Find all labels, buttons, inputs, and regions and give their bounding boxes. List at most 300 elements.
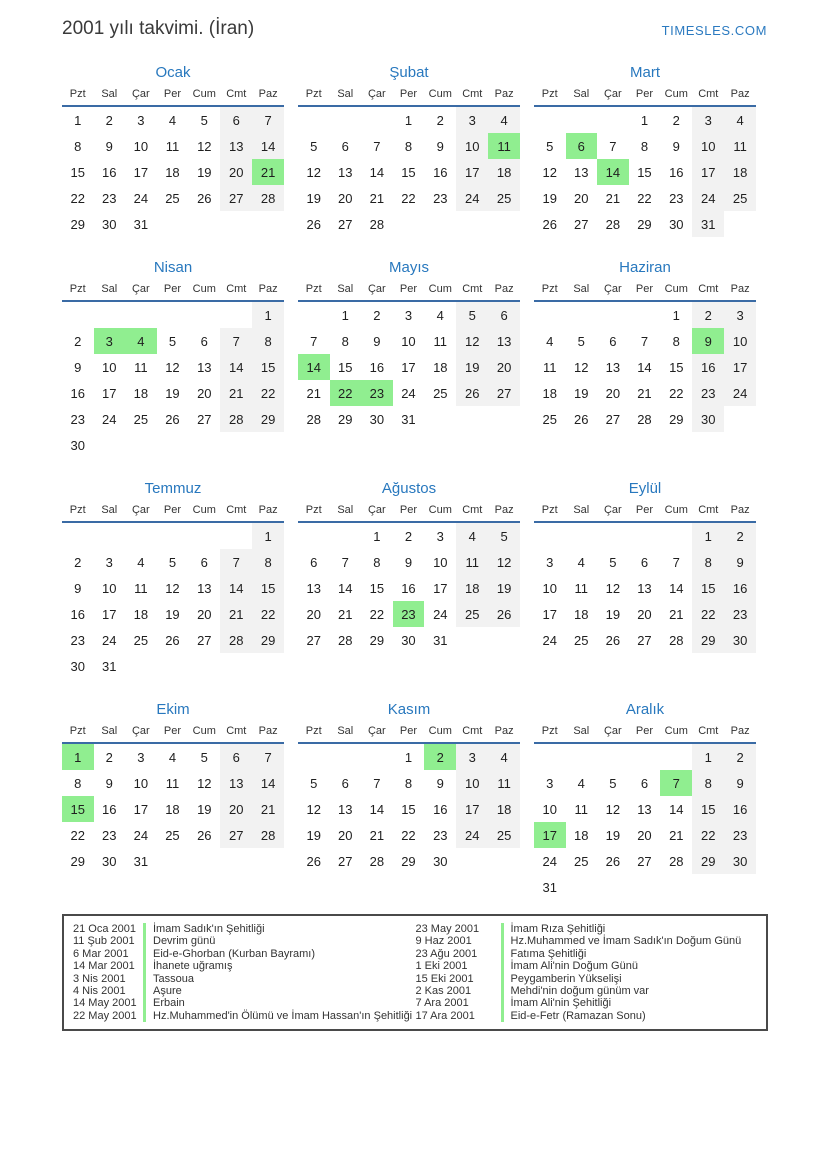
day-cell: 5 [168, 554, 177, 570]
empty-cell [692, 874, 724, 900]
day-cell: 9 [105, 775, 113, 791]
weekday-header: Cmt [692, 502, 724, 522]
day-cell: 11 [574, 580, 589, 596]
week-row [62, 770, 284, 796]
day-cell: 3 [94, 328, 126, 354]
holiday-legend-item [416, 935, 759, 947]
day-cell: 25 [433, 385, 448, 401]
day-cell: 24 [102, 411, 117, 427]
weekday-header: Pzt [534, 86, 566, 106]
day-cell: 19 [306, 827, 321, 843]
empty-cell [188, 522, 220, 549]
day-cell: 5 [310, 775, 318, 791]
day-cell: 26 [542, 216, 557, 232]
weekday-header: Çar [597, 281, 629, 301]
week-row [298, 601, 520, 627]
day-cell: 5 [546, 138, 554, 154]
week-row [62, 848, 284, 874]
empty-cell [566, 522, 598, 549]
day-cell: 19 [165, 606, 180, 622]
week-row [298, 211, 520, 237]
holiday-date: 22 May 2001 [73, 1009, 137, 1022]
day-cell: 7 [672, 554, 680, 570]
day-cell: 3 [546, 775, 554, 791]
week-row [534, 406, 756, 432]
day-cell: 7 [220, 549, 252, 575]
day-cell: 29 [70, 853, 85, 869]
holiday-legend-item [73, 960, 416, 972]
week-row [62, 522, 284, 549]
day-cell: 16 [433, 164, 448, 180]
day-cell: 17 [534, 822, 566, 848]
day-cell: 4 [577, 554, 585, 570]
day-cell: 22 [70, 827, 85, 843]
week-row [298, 133, 520, 159]
day-cell: 22 [330, 380, 362, 406]
empty-cell [629, 522, 661, 549]
week-row [62, 822, 284, 848]
day-cell: 5 [168, 333, 177, 349]
day-cell: 11 [543, 359, 557, 375]
weekday-header: Per [157, 86, 189, 106]
day-cell: 26 [605, 853, 621, 869]
day-cell: 20 [338, 827, 353, 843]
day-cell: 23 [724, 822, 756, 848]
weekday-header: Sal [330, 86, 362, 106]
day-cell: 10 [433, 554, 448, 570]
day-cell: 8 [672, 333, 680, 349]
day-cell: 16 [70, 385, 85, 401]
empty-cell [534, 743, 566, 770]
empty-cell [597, 106, 629, 133]
day-cell: 8 [692, 549, 724, 575]
week-row [298, 406, 520, 432]
holiday-name: İmam Sadık'ın Şehitliği [143, 923, 265, 935]
day-cell: 8 [252, 328, 284, 354]
day-cell: 31 [692, 211, 724, 237]
day-cell: 11 [488, 770, 520, 796]
day-cell: 13 [220, 133, 252, 159]
day-cell: 31 [133, 216, 149, 232]
empty-cell [629, 743, 661, 770]
month-title: Şubat [389, 64, 429, 81]
empty-cell [361, 743, 393, 770]
day-cell: 12 [197, 138, 212, 154]
day-cell: 22 [692, 601, 724, 627]
week-row [62, 211, 284, 237]
day-cell: 11 [456, 549, 488, 575]
weekday-header: Paz [724, 281, 756, 301]
week-row [62, 133, 284, 159]
day-cell: 10 [133, 138, 149, 154]
site-link[interactable]: TIMESLES.COM [661, 23, 767, 38]
day-cell: 4 [546, 333, 554, 349]
day-cell: 31 [433, 632, 448, 648]
day-cell: 5 [456, 301, 488, 328]
day-cell: 9 [436, 775, 444, 791]
day-cell: 9 [74, 359, 82, 375]
day-cell: 2 [105, 112, 113, 128]
day-cell: 3 [546, 554, 554, 570]
month-table [298, 723, 520, 874]
weekday-header: Sal [330, 502, 362, 522]
day-cell: 18 [133, 385, 149, 401]
day-cell: 10 [542, 580, 557, 596]
day-cell: 12 [456, 328, 488, 354]
weekday-header: Cmt [220, 723, 252, 743]
month-eylül [534, 480, 756, 653]
day-cell: 4 [488, 106, 520, 133]
day-cell: 30 [70, 437, 85, 453]
day-cell: 26 [197, 827, 212, 843]
empty-cell [188, 211, 220, 237]
holiday-name: İmam Rıza Şehitliği [501, 923, 606, 935]
month-ağustos [298, 480, 520, 653]
day-cell: 8 [373, 554, 381, 570]
day-cell: 13 [306, 580, 321, 596]
day-cell: 2 [105, 749, 113, 765]
holiday-legend-item [416, 923, 759, 935]
weekday-header: Cum [660, 502, 692, 522]
month-table [62, 723, 284, 874]
empty-cell [252, 653, 284, 679]
month-title: Mayıs [388, 259, 429, 276]
day-cell: 17 [433, 580, 448, 596]
day-cell: 15 [401, 801, 416, 817]
week-row [534, 549, 756, 575]
day-cell: 13 [197, 359, 212, 375]
week-row [298, 575, 520, 601]
day-cell: 9 [404, 554, 413, 570]
weekday-header: Per [393, 281, 425, 301]
empty-cell [125, 653, 157, 679]
weekday-header: Paz [724, 723, 756, 743]
week-row [534, 848, 756, 874]
week-row [534, 770, 756, 796]
day-cell: 9 [74, 580, 82, 596]
day-cell: 27 [488, 380, 520, 406]
day-cell: 8 [692, 770, 724, 796]
day-cell: 21 [637, 385, 652, 401]
holiday-name: İmam Ali'nin Doğum Günü [501, 960, 638, 972]
day-cell: 16 [102, 801, 117, 817]
holiday-name: Hz.Muhammed'in Ölümü ve İmam Hassan'ın Şehitliği [143, 1010, 412, 1022]
weekday-header: Per [157, 723, 189, 743]
day-cell: 9 [105, 138, 113, 154]
day-cell: 19 [542, 190, 557, 206]
day-cell: 6 [341, 138, 349, 154]
day-cell: 23 [361, 380, 393, 406]
day-cell: 30 [724, 848, 756, 874]
day-cell: 25 [488, 822, 520, 848]
day-cell: 3 [137, 112, 145, 128]
day-cell: 30 [102, 853, 117, 869]
week-row [62, 380, 284, 406]
weekday-header: Çar [361, 502, 393, 522]
empty-cell [220, 301, 252, 328]
day-cell: 11 [724, 133, 756, 159]
day-cell: 30 [669, 216, 684, 232]
holiday-legend-item [73, 997, 416, 1009]
weekday-header: Çar [597, 86, 629, 106]
day-cell: 2 [74, 554, 82, 570]
day-cell: 17 [456, 159, 488, 185]
day-cell: 18 [133, 606, 149, 622]
weekday-header: Sal [330, 723, 362, 743]
day-cell: 1 [373, 528, 381, 544]
week-row [298, 185, 520, 211]
holiday-legend-item [73, 923, 416, 935]
day-cell: 27 [605, 411, 621, 427]
day-cell: 6 [609, 333, 617, 349]
day-cell: 30 [70, 658, 85, 674]
day-cell: 13 [338, 801, 353, 817]
day-cell: 27 [220, 822, 252, 848]
holiday-name: İmam Ali'nin Şehitliği [501, 997, 612, 1009]
day-cell: 13 [488, 328, 520, 354]
weekday-header: Cmt [456, 502, 488, 522]
week-row [534, 301, 756, 328]
day-cell: 14 [669, 801, 684, 817]
day-cell: 2 [692, 301, 724, 328]
empty-cell [157, 301, 189, 328]
weekday-header: Per [629, 281, 661, 301]
day-cell: 14 [220, 575, 252, 601]
empty-cell [188, 653, 220, 679]
holiday-name: Erbain [143, 997, 185, 1009]
month-table [534, 502, 756, 653]
day-cell: 26 [306, 853, 321, 869]
weekday-header: Cum [424, 86, 456, 106]
day-cell: 31 [401, 411, 416, 427]
day-cell: 12 [488, 549, 520, 575]
weekday-header: Cmt [456, 86, 488, 106]
holiday-legend-item [416, 985, 759, 997]
day-cell: 28 [369, 216, 385, 232]
day-cell: 28 [220, 627, 252, 653]
day-cell: 28 [306, 411, 321, 427]
weekday-header: Paz [724, 86, 756, 106]
day-cell: 22 [70, 190, 85, 206]
month-title: Kasım [387, 701, 431, 718]
day-cell: 22 [401, 827, 416, 843]
day-cell: 23 [70, 411, 85, 427]
day-cell: 13 [574, 164, 589, 180]
weekday-header: Cum [660, 86, 692, 106]
day-cell: 1 [252, 301, 284, 328]
weekday-header: Per [157, 502, 189, 522]
day-cell: 29 [369, 632, 385, 648]
week-row [298, 522, 520, 549]
day-cell: 16 [70, 606, 85, 622]
day-cell: 11 [433, 333, 448, 349]
day-cell: 26 [574, 411, 589, 427]
day-cell: 14 [298, 354, 330, 380]
holiday-name: Peygamberin Yükselişi [501, 973, 622, 985]
day-cell: 30 [433, 853, 448, 869]
weekday-header: Cmt [692, 86, 724, 106]
day-cell: 11 [134, 580, 148, 596]
empty-cell [220, 848, 252, 874]
holiday-date: 21 Oca 2001 [73, 923, 136, 935]
day-cell: 31 [542, 879, 557, 895]
week-row [534, 627, 756, 653]
day-cell: 12 [306, 164, 321, 180]
month-title: Eylül [628, 480, 662, 497]
day-cell: 21 [669, 827, 684, 843]
day-cell: 29 [401, 853, 416, 869]
holiday-name: Mehdi'nin doğum günüm var [501, 985, 649, 997]
day-cell: 28 [637, 411, 652, 427]
weekday-header: Pzt [534, 502, 566, 522]
weekday-header: Cmt [220, 281, 252, 301]
day-cell: 11 [165, 138, 180, 154]
day-cell: 7 [310, 333, 318, 349]
day-cell: 14 [338, 580, 353, 596]
day-cell: 8 [74, 775, 82, 791]
day-cell: 4 [724, 106, 756, 133]
day-cell: 27 [637, 632, 652, 648]
month-table [534, 281, 756, 432]
empty-cell [456, 848, 488, 874]
empty-cell [660, 522, 692, 549]
holiday-legend-item [416, 973, 759, 985]
month-temmuz [62, 480, 284, 679]
empty-cell [488, 211, 520, 237]
month-mart [534, 64, 756, 237]
day-cell: 23 [70, 632, 85, 648]
day-cell: 1 [692, 522, 724, 549]
day-cell: 21 [369, 827, 385, 843]
day-cell: 8 [404, 138, 413, 154]
weekday-header: Cum [660, 723, 692, 743]
empty-cell [456, 211, 488, 237]
day-cell: 4 [436, 307, 444, 323]
holiday-date: 11 Şub 2001 [73, 935, 135, 948]
month-title: Haziran [619, 259, 671, 276]
weekday-header: Pzt [62, 281, 94, 301]
day-cell: 19 [605, 606, 621, 622]
week-row [298, 743, 520, 770]
month-haziran [534, 259, 756, 432]
weekday-header: Pzt [62, 723, 94, 743]
day-cell: 4 [577, 775, 585, 791]
day-cell: 24 [133, 827, 149, 843]
empty-cell [488, 627, 520, 653]
day-cell: 3 [456, 106, 488, 133]
empty-cell [361, 106, 393, 133]
weekday-header: Pzt [62, 502, 94, 522]
weekday-header: Pzt [62, 86, 94, 106]
week-row [62, 743, 284, 770]
weekday-header: Cum [188, 86, 220, 106]
day-cell: 26 [165, 632, 180, 648]
empty-cell [456, 406, 488, 432]
day-cell: 31 [102, 658, 117, 674]
weekday-header: Per [629, 86, 661, 106]
legend-right-column [416, 923, 759, 1022]
holiday-legend-item [73, 1010, 416, 1022]
empty-cell [252, 211, 284, 237]
day-cell: 6 [200, 333, 208, 349]
day-cell: 29 [637, 216, 652, 232]
day-cell: 27 [197, 632, 212, 648]
day-cell: 1 [62, 743, 94, 770]
weekday-header: Cum [424, 281, 456, 301]
empty-cell [724, 211, 756, 237]
week-row [534, 328, 756, 354]
day-cell: 17 [401, 359, 416, 375]
day-cell: 18 [488, 796, 520, 822]
holiday-date: 23 May 2001 [415, 923, 480, 935]
weekday-header: Çar [361, 723, 393, 743]
page-title: 2001 yılı takvimi. (İran) [62, 18, 255, 39]
empty-cell [188, 432, 220, 458]
month-table [298, 502, 520, 653]
holiday-date: 2 Kas 2001 [415, 985, 472, 998]
day-cell: 18 [488, 159, 520, 185]
empty-cell [660, 743, 692, 770]
day-cell: 25 [724, 185, 756, 211]
day-cell: 4 [456, 522, 488, 549]
empty-cell [566, 874, 598, 900]
day-cell: 25 [456, 601, 488, 627]
day-cell: 22 [637, 190, 652, 206]
month-table [534, 86, 756, 237]
weekday-header: Pzt [298, 502, 330, 522]
day-cell: 18 [433, 359, 448, 375]
week-row [534, 874, 756, 900]
day-cell: 30 [102, 216, 117, 232]
day-cell: 14 [252, 133, 284, 159]
day-cell: 18 [574, 606, 589, 622]
day-cell: 15 [252, 575, 284, 601]
empty-cell [660, 874, 692, 900]
weekday-header: Cum [660, 281, 692, 301]
empty-cell [724, 874, 756, 900]
day-cell: 27 [637, 853, 652, 869]
day-cell: 23 [669, 190, 684, 206]
empty-cell [252, 848, 284, 874]
holiday-date: 3 Nis 2001 [73, 972, 126, 985]
day-cell: 2 [404, 528, 413, 544]
day-cell: 8 [252, 549, 284, 575]
day-cell: 28 [338, 632, 353, 648]
holiday-date: 23 Ağu 2001 [415, 947, 478, 960]
empty-cell [157, 848, 189, 874]
empty-cell [188, 848, 220, 874]
weekday-header: Çar [125, 86, 157, 106]
empty-cell [157, 653, 189, 679]
week-row [534, 211, 756, 237]
week-row [534, 796, 756, 822]
week-row [298, 301, 520, 328]
weekday-header: Sal [94, 86, 126, 106]
day-cell: 3 [692, 106, 724, 133]
weekday-header: Çar [361, 86, 393, 106]
day-cell: 16 [724, 575, 756, 601]
day-cell: 5 [488, 522, 520, 549]
day-cell: 20 [306, 606, 321, 622]
holiday-date: 15 Eki 2001 [415, 972, 474, 985]
holiday-date: 7 Ara 2001 [415, 997, 469, 1010]
holiday-legend-item [73, 935, 416, 947]
week-row [62, 549, 284, 575]
day-cell: 12 [605, 801, 621, 817]
day-cell: 15 [637, 164, 652, 180]
day-cell: 25 [133, 411, 149, 427]
month-mayıs [298, 259, 520, 432]
